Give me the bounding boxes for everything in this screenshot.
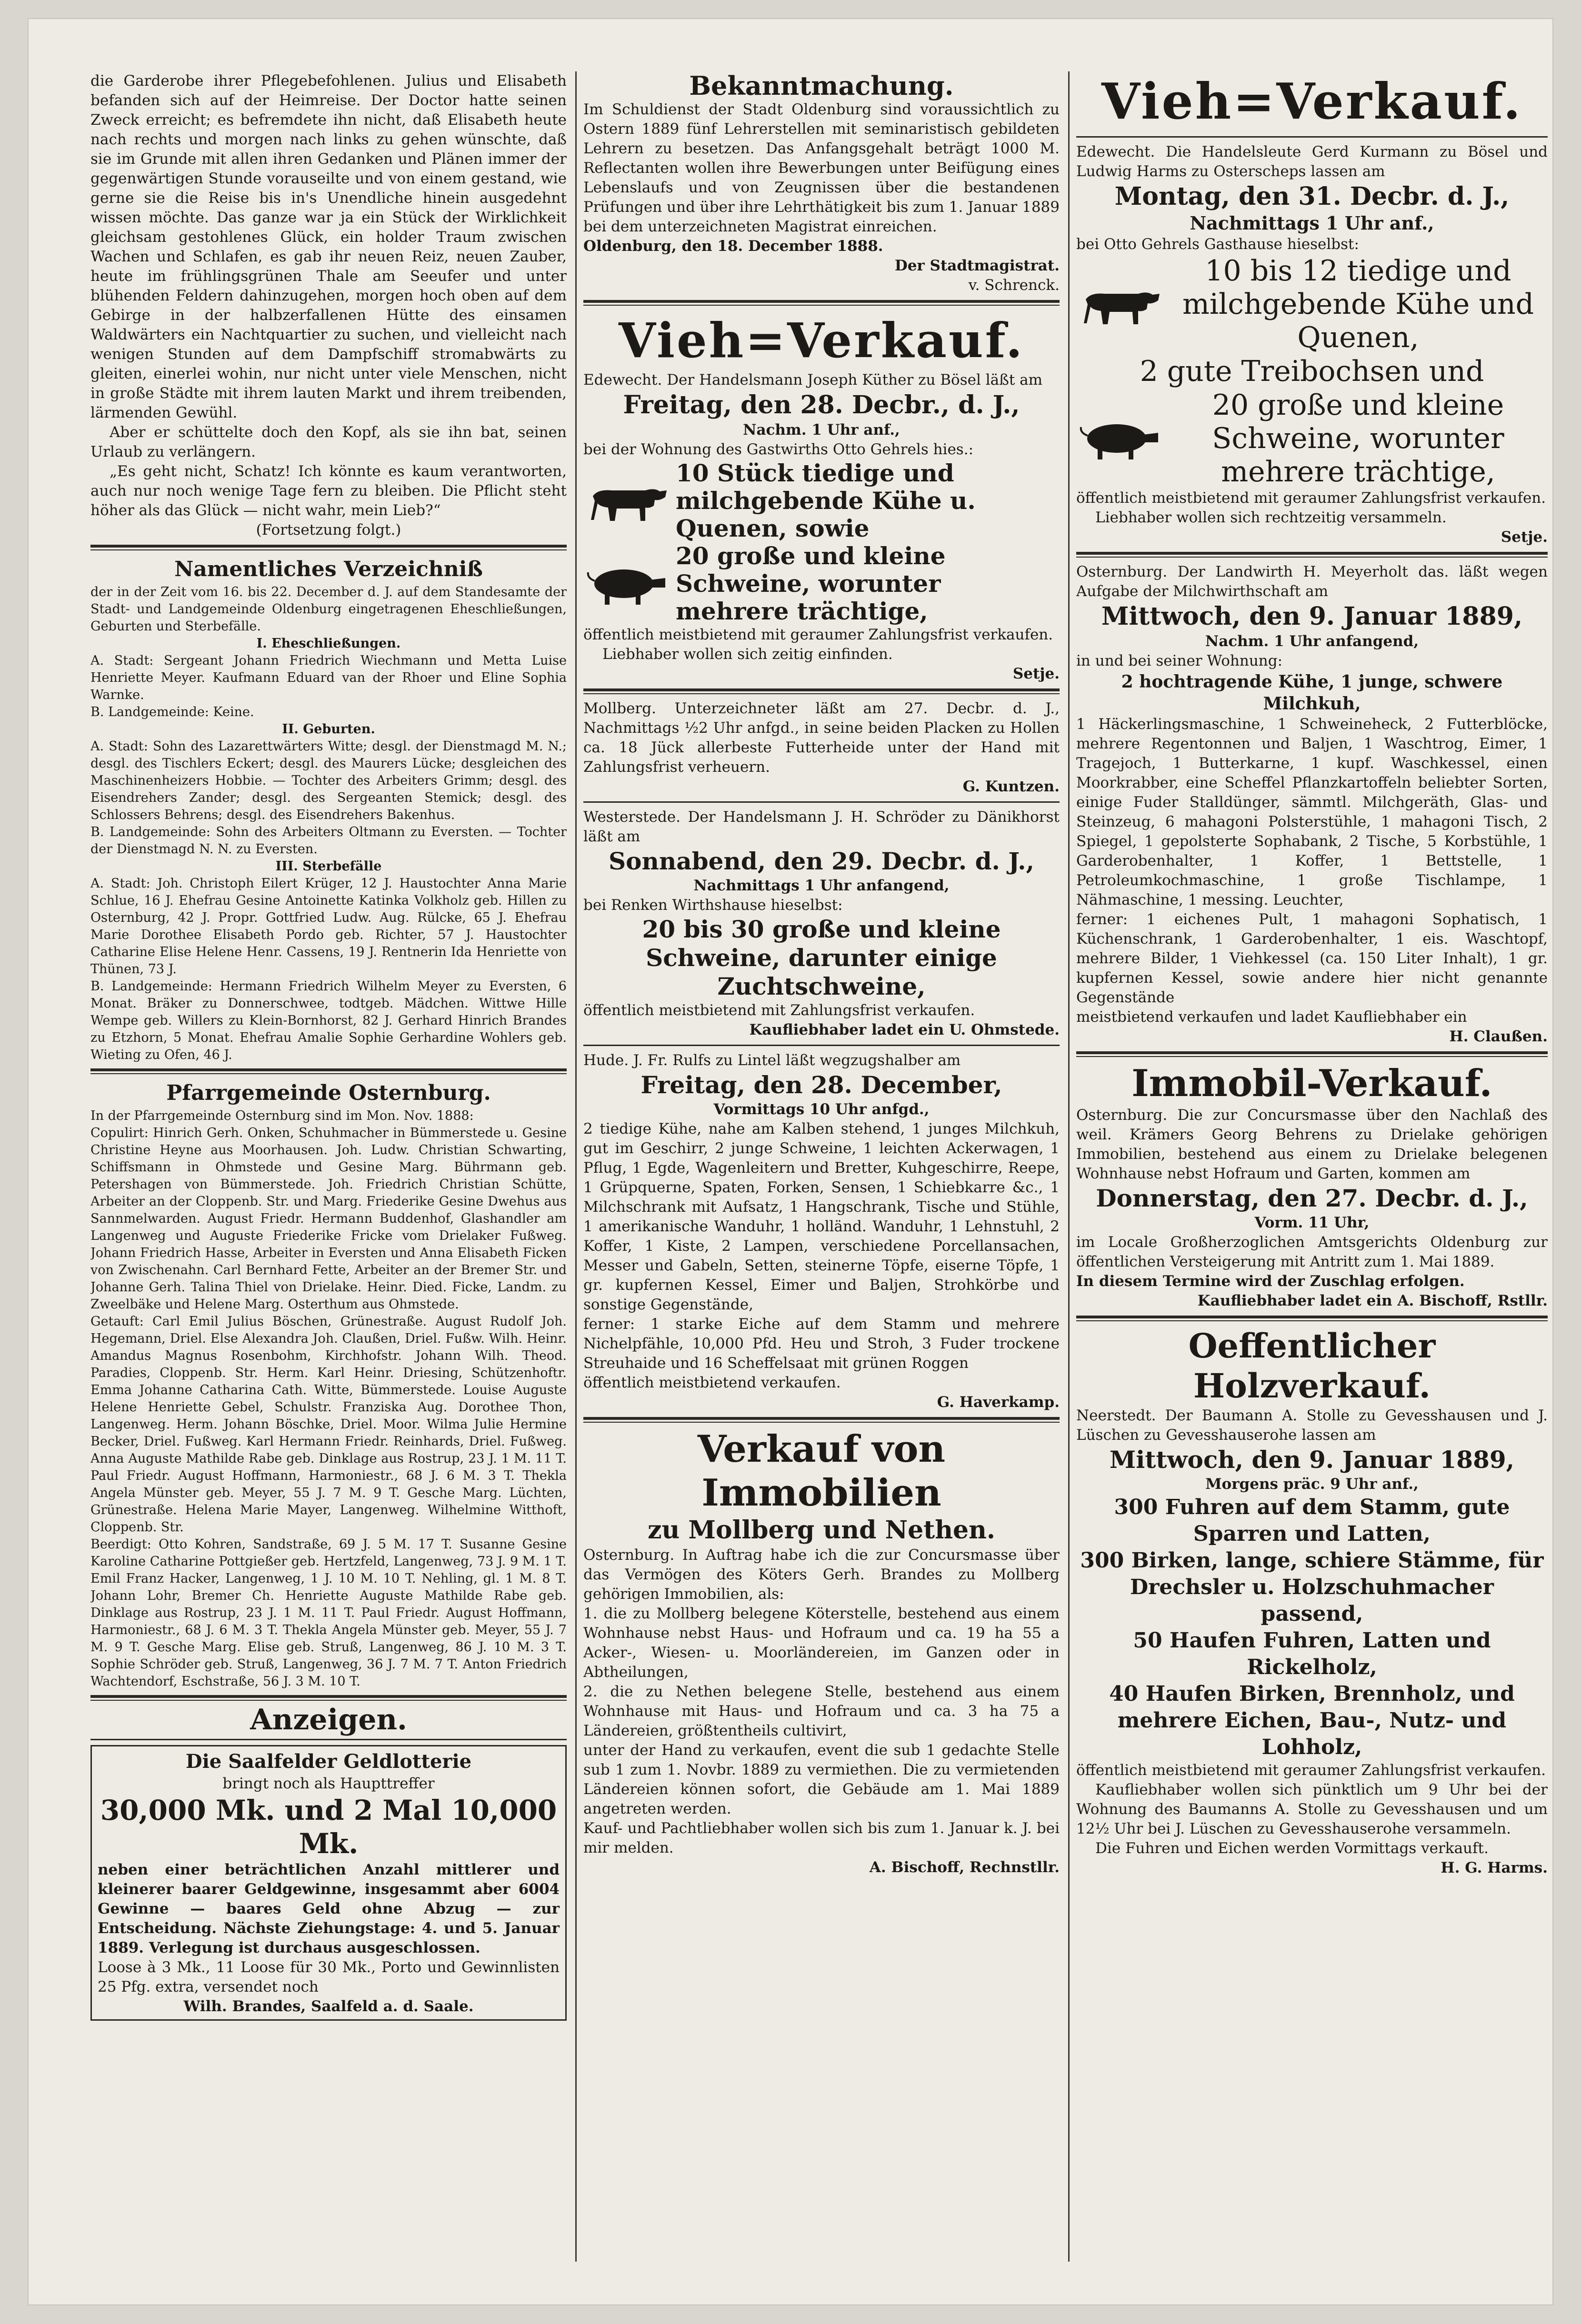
ad-signature: Kaufliebhaber ladet ein U. Ohmstede. [749,1021,1060,1038]
notice-signature: Der Stadtmagistrat. [894,257,1060,274]
register-title: Namentliches Verzeichniß [174,557,483,581]
ad-intro: Osternburg. Der Landwirth H. Meyerholt das. läßt wegen Aufgabe der Milchwirthschaft am [1076,563,1548,600]
sale-close: Kaufliebhaber wollen sich pünktlich um 9 Uhr bei der Wohnung des Baumanns A. Stolle zu Gevesshausen und um 12½ Uhr bei J. Lüschen zu Gevesshauserohe versammeln. [1076,1781,1548,1837]
notice-date: Oldenburg, den 18. December 1888. [583,238,883,255]
divider [583,300,1060,306]
cattle-sale-title: Vieh=Verkauf. [619,312,1024,369]
ad-signature: G. Haverkamp. [937,1394,1060,1411]
sale-time: Morgens präc. 9 Uhr anf., [1205,1476,1419,1493]
sale-time: Vorm. 11 Uhr, [1254,1214,1370,1231]
divider [1076,1051,1548,1057]
register-entry: A. Stadt: Sohn des Lazarettwärters Witte; desgl. der Dienstmagd M. N.; desgl. des Tischlers Eckert; desgl. des Maurers Lücke; desgleichen des Maschinenheizers Hobbie. — Tochter des Arbeiters Grimm; desgl. des Eisendrehers Zander; desgl. des Sergeanten Stemick; desgl. des Schlossers Behrens; desgl. des Eisendrehers Bakenhus. [90,739,567,822]
divider [90,1739,567,1740]
estate-item: 2. die zu Nethen belegene Stelle, bestehend aus einem Wohnhause mit Haus- und Hofraum und ca. 3 ha 75 a Ländereien, größtentheils cultivirt, [583,1683,1060,1739]
sale-close: öffentlich meistbietend verkaufen. [583,1374,841,1391]
register-entry: B. Landgemeinde: Hermann Friedrich Wilhelm Meyer zu Eversten, 6 Monat. Bräker zu Donnerschwee, todtgeb. Mädchen. Wittwe Hille Wempe geb. Willers zu Klein-Bornhorst, 82 J. Gerhard Hinrich Brandes zu Etzhorn, 5 Monat. Ehefrau Amalie Sophie Gerhardine Wohlers geb. Wieting zu Ofen, 46 J. [90,979,567,1062]
estate-text: Osternburg. Die zur Concursmasse über den Nachlaß des weil. Krämers Georg Behrens zu Drielake gehörigen Immobilien, bestehend aus einem zu Drielake belegenen Wohnhause nebst Hofraum und Garten, kommen am [1076,1107,1548,1182]
wood-lot: 40 Haufen Birken, Brennholz, und mehrere Eichen, Bau-, Nutz- und Lohholz, [1109,1682,1515,1759]
ad-intro: Neerstedt. Der Baumann A. Stolle zu Gevesshausen und J. Lüschen zu Gevesshauserohe lassen am [1076,1407,1548,1444]
lottery-price: Loose à 3 Mk., 11 Loose für 30 Mk., Porto und Gewinnlisten 25 Pfg. extra, versendet noch [98,1959,560,1995]
parish-baptized: Getauft: Carl Emil Julius Böschen, Grünestraße. August Rudolf Joh. Hegemann, Driel. Else Alexandra Joh. Claußen, Driel. Fußw. Wilh. Heinr. Amandus Magnus Rosenbohm, Kirchhofstr. Johann Wilh. Theod. Paradies, Cloppenb. Str. Herm. Karl Heinr. Driesing, Schützenhoftr. Emma Johanne Catharina Cath. Witte, Bümmerstede. Louise Auguste Helene Henriette Gebel, Schulstr. Franziska Aug. Dorothee Thon, Langenweg. Herm. Johann Böschke, Driel. Moor. Wilma Julie Hermine Becker, Driel. Fußweg. Karl Hermann Friedr. Reinhards, Driel. Fußweg. Anna Auguste Mathilde Rabe geb. Dinklage aus Rostrup, 23 J. 1 M. 11 T. Paul Friedr. August Hoffmann, Harmoniestr., 68 J. 6 M. 3 T. Thekla Angela Münster geb. Meyer, 55 J. 7 M. 9 T. Gesche Marg. Lüchten, Grünestraße. Helena Marie Mayer, Langenweg. Wilhelmine Witthoft, Cloppenb. Str. [90,1314,567,1535]
sale-close: öffentlich meistbietend mit Zahlungsfrist verkaufen. [583,1002,975,1019]
ad-intro: Edewecht. Der Handelsmann Joseph Küther zu Bösel läßt am [583,371,1043,389]
ad-intro: Hude. J. Fr. Rulfs zu Lintel läßt wegzugshalber am [583,1052,961,1069]
pigs-text: 20 große und kleine Schweine, worunter mehrere trächtige, [676,542,946,625]
register-heading: II. Geburten. [282,722,375,737]
cattle-sale-title: Vieh=Verkauf. [1101,72,1522,130]
parish-buried: Beerdigt: Otto Kohren, Sandstraße, 69 J. 5 M. 17 T. Susanne Gesine Karoline Catharine Pottgießer geb. Hertzfeld, Langenweg, 73 J. 9 M. 1 T. Emil Franz Hacker, Langenweg, 1 J. 10 M. 10 T. Nehling, gl. 1 M. 8 T. Johann Lohr, Bremer Ch. Henriette Auguste Mathilde Rabe geb. Dinklage aus Rostrup, 23 J. 1 M. 11 T. Paul Friedr. August Hoffmann, Harmoniestr., 68 J. 6 M. 3 T. Thekla Angela Münster geb. Meyer, 55 J. 7 M. 9 T. Gesche Marg. Elise geb. Struß, Langenweg, 86 J. 10 M. 3 T. Sophie Schröder geb. Struß, Langenweg, 36 J. 7 M. 7 T. Anton Friedrich Wachtendorf, Eschstraße, 56 J. 3 M. 10 T. [90,1537,567,1689]
pig-icon [1076,415,1162,462]
oxen-text: 2 gute Treibochsen und [1140,355,1484,388]
ad-intro: Edewecht. Die Handelsleute Gerd Kurmann zu Bösel und Ludwig Harms zu Osterscheps lassen am [1076,143,1548,180]
lottery-ad [90,1745,567,2021]
cows-row [583,459,1060,542]
estate-text: In diesem Termine wird der Zuschlag erfolgen. [1076,1273,1465,1290]
real-estate-subtitle: zu Mollberg und Nethen. [647,1516,995,1545]
lottery-title: Die Saalfelder Geldlotterie [185,1750,472,1773]
sale-date: Mittwoch, den 9. Januar 1889, [1109,1446,1515,1474]
cow-icon [1076,280,1162,328]
pig-icon [583,560,669,608]
cow-icon [583,477,669,525]
sale-date: Montag, den 31. Decbr. d. J., [1114,182,1510,211]
sale-close: öffentlich meistbietend mit geraumer Zahlungsfrist verkaufen. [583,626,1053,643]
column-rule [575,71,577,2262]
wood-lot: 50 Haufen Fuhren, Latten und Rickelholz, [1133,1628,1491,1679]
divider [90,545,567,550]
sale-close: Die Fuhren und Eichen werden Vormittags verkauft. [1095,1840,1489,1857]
sale-place: bei Renken Wirthshause hieselbst: [583,897,843,914]
ad-signature: H. G. Harms. [1441,1859,1548,1876]
column-rule [1068,71,1070,2262]
cows-row [1076,254,1548,354]
sale-cows: 2 hochtragende Kühe, 1 junge, schwere Milchkuh, [1121,672,1503,714]
register-intro: der in der Zeit vom 16. bis 22. December d. J. auf dem Standesamte der Stadt- und Landgemeinde Oldenburg eingetragenen Eheschließungen, Geburten und Sterbefälle. [90,585,567,634]
ads-heading: Anzeigen. [250,1703,407,1736]
sale-close: meistbietend verkaufen und ladet Kaufliebhaber ein [1076,1008,1467,1026]
sale-place: in und bei seiner Wohnung: [1076,652,1283,669]
register-heading: I. Eheschließungen. [256,636,401,651]
register-entry: A. Stadt: Sergeant Johann Friedrich Wiechmann und Metta Luise Henriette Meyer. Kaufmann Eduard van der Rhoer und Eline Sophia Warnke. [90,653,567,702]
parish-copulated: Copulirt: Hinrich Gerh. Onken, Schuhmacher in Bümmerstede u. Gesine Christine Heyne aus Moorhausen. Joh. Ludw. Christian Schwarting, Schiffsmann in Ohmstede und Gesine Marg. Bührmann geb. Petershagen von Bümmerstede. Joh. Friedrich Christian Schütte, Arbeiter an der Cloppenb. Str. und Marg. Friederike Gesine Dwehus aus Sannmelwarden. August Friedr. Hermann Buddenhof, Glashandler am Langenweg und Auguste Friederike Fricke vom Drielaker Fußweg. Johann Friedrich Hasse, Arbeiter in Eversten und Anna Elisabeth Ficken von Zwischenahn. Carl Bernhard Fette, Arbeiter an der Bremer Str. und Johanne Gerh. Talina Thiel von Drielake. Heinr. Died. Ficke, Landm. zu Zweelbäke und Helene Marg. Osterthum aus Ohmstede. [90,1126,567,1312]
real-estate-title: Immobil-Verkauf. [1131,1062,1492,1105]
cows-text: 10 Stück tiedige und milchgebende Kühe u. Quenen, sowie [676,459,976,542]
ad-intro: Westerstede. Der Handelsmann J. H. Schröder zu Dänikhorst läßt am [583,808,1060,845]
sale-items: ferner: 1 starke Eiche auf dem Stamm und mehrere Nichelpfähle, 10,000 Pfd. Heu und Stroh, 3 Fuder trockene Streuhaide und 16 Scheffelsaat mit grünen Roggen [583,1316,1060,1372]
cows-text: 10 bis 12 tiedige und milchgebende Kühe und Quenen, [1182,254,1534,354]
divider [583,1045,1060,1046]
parish-intro: In der Pfarrgemeinde Osternburg sind im Mon. Nov. 1888: [90,1108,474,1123]
story-text: die Garderobe ihrer Pflegebefohlenen. Julius und Elisabeth befanden sich auf der Heimreise. Der Doctor hatte seinen Zweck erreicht; es befremdete ihn nicht, daß Elisabeth heute nach rechts und morgen nach links zu gehen wünschte, daß sie im Grunde mit allen ihren Gedanken und Plänen immer der gegenwärtigen Stunde vorauseilte und von einem gestand, wie gerne sie die Reise bis in's Unendliche hinein ausgedehnt wissen möchte. Das ganze war ja ein Stück der Wirklichkeit gleichsam gestohlenes Glück, ein holder Traum zwischen Wachen und Schlafen, es gab ihr neuen Reiz, neuen Zauber, heute im frühlingsgrünen Thale am Seeufer und unter blühenden Feldern dahinzugehen, morgen hoch oben auf dem Gebirge in der halbzerfallenen Hütte des einsamen Waldwärters ein Nachtquartier zu suchen, und vielleicht nach wenigen Stunden auf dem Dampfschiff stromabwärts zu gleiten, einerlei wohin, nur nicht unter viele Menschen, nicht in große Städte mit ihrem lauten Markt und ihrem treibenden, lärmenden Gewühl. [90,72,567,421]
sale-close: Liebhaber wollen sich zeitig einfinden. [602,646,893,663]
register-heading: III. Sterbefälle [275,859,382,874]
continuation-note: (Fortsetzung folgt.) [256,521,401,539]
divider [90,1068,567,1074]
column-left [90,71,567,2271]
mollberg-ad: Mollberg. Unterzeichneter läßt am 27. Decbr. d. J., Nachmittags ½2 Uhr anfgd., in seine beiden Placken zu Hollen ca. 18 Jück allerbeste Futterheide unter der Hand mit Zahlungsfrist verheuern. [583,700,1060,776]
notice-title: Bekanntmachung. [689,71,954,101]
wood-sale-title: Oeffentlicher Holzverkauf. [1188,1326,1436,1406]
ad-intro: Osternburg. In Auftrag habe ich die zur Concursmasse über das Vermögen des Köters Gerh. Brandes zu Mollberg gehörigen Immobilien, als: [583,1546,1060,1603]
notice-text: Im Schuldienst der Stadt Oldenburg sind voraussichtlich zu Ostern 1889 fünf Lehrerstellen mit seminaristisch gebildeten Lehrern zu besetzen. Das Anfangsgehalt beträgt 1000 M. Reflectanten wollen ihre Bewerbungen unter Beifügung eines Lebenslaufs und von Zeugnissen über die bestandenen Prüfungen und über ihre Lehrthätigkeit bis zum 1. Januar 1889 bei dem unterzeichneten Magistrat einreichen. [583,101,1060,235]
register-entry: B. Landgemeinde: Sohn des Arbeiters Oltmann zu Eversten. — Tochter der Dienstmagd N. N. zu Eversten. [90,825,567,857]
register-entry: A. Stadt: Joh. Christoph Eilert Krüger, 12 J. Haustochter Anna Marie Schlue, 16 J. Ehefrau Gesine Antoinette Katinka Volkholz geb. Hillen zu Osternburg, 42 J. Propr. Gottfried Ludw. Aug. Rülcke, 65 J. Ehefrau Marie Dorothee Elisabeth Pordo geb. Richter, 57 J. Haustochter Catharine Elise Helene Henr. Cassens, 19 J. Rentnerin Ida Henriette von Thünen, 73 J. [90,876,567,977]
lottery-prizes: 30,000 Mk. und 2 Mal 10,000 Mk. [100,1794,557,1860]
sale-date: Freitag, den 28. Decbr., d. J., [623,390,1020,419]
pigs-text: 20 bis 30 große und kleine Schweine, darunter einige Zuchtschweine, [642,915,1001,1000]
wood-lot: 300 Fuhren auf dem Stamm, gute Sparren und Latten, [1114,1495,1510,1546]
lottery-subtitle: bringt noch als Haupttreffer [222,1775,435,1792]
ad-signature: Setje. [1501,529,1548,546]
register-entry: B. Landgemeinde: Keine. [90,705,254,719]
sale-date: Donnerstag, den 27. Decbr. d. J., [1096,1184,1528,1212]
estate-close: Kauf- und Pachtliebhaber wollen sich bis zum 1. Januar k. J. bei mir melden. [583,1820,1060,1856]
estate-text: unter der Hand zu verkaufen, event die sub 1 gedachte Stelle sub 1 zum 1. Novbr. 1889 zu vermiethen. Die zu vermietenden Ländereien können sofort, die Gebäude am 1. Mai 1889 angetreten werden. [583,1742,1060,1817]
estate-text: im Locale Großherzoglichen Amtsgerichts Oldenburg zur öffentlichen Versteigerung mit Antritt zum 1. Mai 1889. [1076,1234,1548,1270]
story-text: „Es geht nicht, Schatz! Ich könnte es kaum verantworten, auch nur noch wenige Tage fern zu bleiben. Die Pflicht steht höher als das Glück — nicht wahr, mein Lieb?“ [90,463,567,519]
column-right [1076,71,1548,2271]
divider [583,1417,1060,1423]
wood-lot: 300 Birken, lange, schiere Stämme, für Drechsler u. Holzschuhmacher passend, [1080,1548,1544,1626]
divider [1076,136,1548,138]
divider [1076,552,1548,558]
story-text: Aber er schüttelte doch den Kopf, als sie ihn bat, seinen Urlaub zu verlängern. [90,424,567,460]
ad-signature: A. Bischoff, Rechnstllr. [869,1859,1060,1876]
newspaper-page [29,19,1552,2304]
ad-signature: G. Kuntzen. [962,778,1060,795]
sale-items: 1 Häckerlingsmaschine, 1 Schweineheck, 2 Futterblöcke, mehrere Regentonnen und Baljen, 1 Waschtrog, Eimer, 1 Tragejoch, 1 Butterkarne, 1 kupf. Waschkessel, einen Moorkrabber, eine Scheffel Pflanzkartoffeln beliebter Sorten, einige Fuder Stalldünger, sämmtl. Milchgeräth, Glas- und Steinzeug, 6 mahagoni Polsterstühle, 1 mahagoni Tisch, 2 Spiegel, 1 gepolsterte Sophabank, 2 Tische, 5 Korbstühle, 1 Garderobenhalter, 1 Koffer, 1 Bettstelle, 1 Petroleumkochmaschine, 1 große Tischlampe, 1 Nähmaschine, 1 messing. Leuchter, [1076,716,1548,908]
sale-time: Nachm. 1 Uhr anfangend, [1205,633,1419,650]
ad-signature: Kaufliebhaber ladet ein A. Bischoff, Rstllr. [1197,1292,1548,1309]
sale-close: öffentlich meistbietend mit geraumer Zahlungsfrist verkaufen. [1076,1762,1546,1779]
column-middle [583,71,1060,2271]
sale-date: Sonnabend, den 29. Decbr. d. J., [609,847,1034,875]
ad-signature: Setje. [1012,665,1060,682]
lottery-signature: Wilh. Brandes, Saalfeld a. d. Saale. [183,1998,474,2015]
sale-time: Nachmittags 1 Uhr anf., [1190,212,1434,234]
divider [90,1695,567,1701]
sale-items: 2 tiedige Kühe, nahe am Kalben stehend, 1 junges Milchkuh, gut im Geschirr, 2 junge Schweine, 1 leichten Ackerwagen, 1 Pflug, 1 Egde, Wagenleitern und Bretter, Kuhgeschirre, Reepe, 1 Grüpquerne, Spaten, Forken, Sensen, 1 Schiebkarre &c., 1 Milchschrank mit Aufsatz, 1 Hangschrank, Tische und Stühle, 1 amerikanische Wanduhr, 1 holländ. Wanduhr, 1 Lehnstuhl, 2 Koffer, 1 Kiste, 2 Lampen, verschiedene Porcellansachen, Messer und Gabeln, Setten, steinerne Töpfe, eiserne Töpfe, 1 gr. kupfernen Kessel, Eimer und Baljen, Strohkörbe und sonstige Gegenstände, [583,1120,1060,1313]
parish-title: Pfarrgemeinde Osternburg. [166,1081,491,1105]
lottery-text: neben einer beträchtlichen Anzahl mittlerer und kleinerer baarer Geldgewinne, insgesammt aber 6004 Gewinne — baares Geld ohne Abzug — zur Entscheidung. Nächste Ziehungstage: 4. und 5. Januar 1889. Verlegung ist durchaus ausgeschlossen. [98,1861,560,1956]
sale-time: Vormittags 10 Uhr anfgd., [713,1101,930,1118]
ad-signature: H. Claußen. [1449,1028,1548,1045]
sale-place: bei der Wohnung des Gastwirths Otto Gehrels hies.: [583,441,974,458]
sale-date: Mittwoch, den 9. Januar 1889, [1101,602,1523,631]
sale-items: ferner: 1 eichenes Pult, 1 mahagoni Sophatisch, 1 Küchenschrank, 1 Garderobenhalter, 1 eis. Waschtopf, mehrere Bilder, 1 Viehkessel (ca. 150 Liter Inhalt), 1 gr. kupfernen Kessel, sowie andere hier nicht genannte Gegenstände [1076,911,1548,1006]
pigs-row [1076,389,1548,489]
sale-time: Nachmittags 1 Uhr anfangend, [693,877,950,894]
estate-item: 1. die zu Mollberg belegene Köterstelle, bestehend aus einem Wohnhause nebst Haus- und Hofraum und ca. 19 ha 55 a Acker-, Wiesen- u. Moorländereien, im Ganzen oder in Abtheilungen, [583,1605,1060,1681]
pigs-row [583,542,1060,625]
sale-place: bei Otto Gehrels Gasthause hieselbst: [1076,236,1359,253]
sale-time: Nachm. 1 Uhr anf., [743,421,900,439]
divider [583,801,1060,803]
real-estate-title: Verkauf von Immobilien [697,1427,946,1515]
sale-date: Freitag, den 28. December, [640,1071,1002,1099]
divider [583,688,1060,694]
sale-close: Liebhaber wollen sich rechtzeitig versammeln. [1095,509,1447,526]
pigs-text: 20 große und kleine Schweine, worunter mehrere trächtige, [1212,389,1504,489]
notice-signature: v. Schrenck. [968,277,1060,294]
sale-close: öffentlich meistbietend mit geraumer Zahlungsfrist verkaufen. [1076,489,1546,507]
divider [1076,1316,1548,1321]
